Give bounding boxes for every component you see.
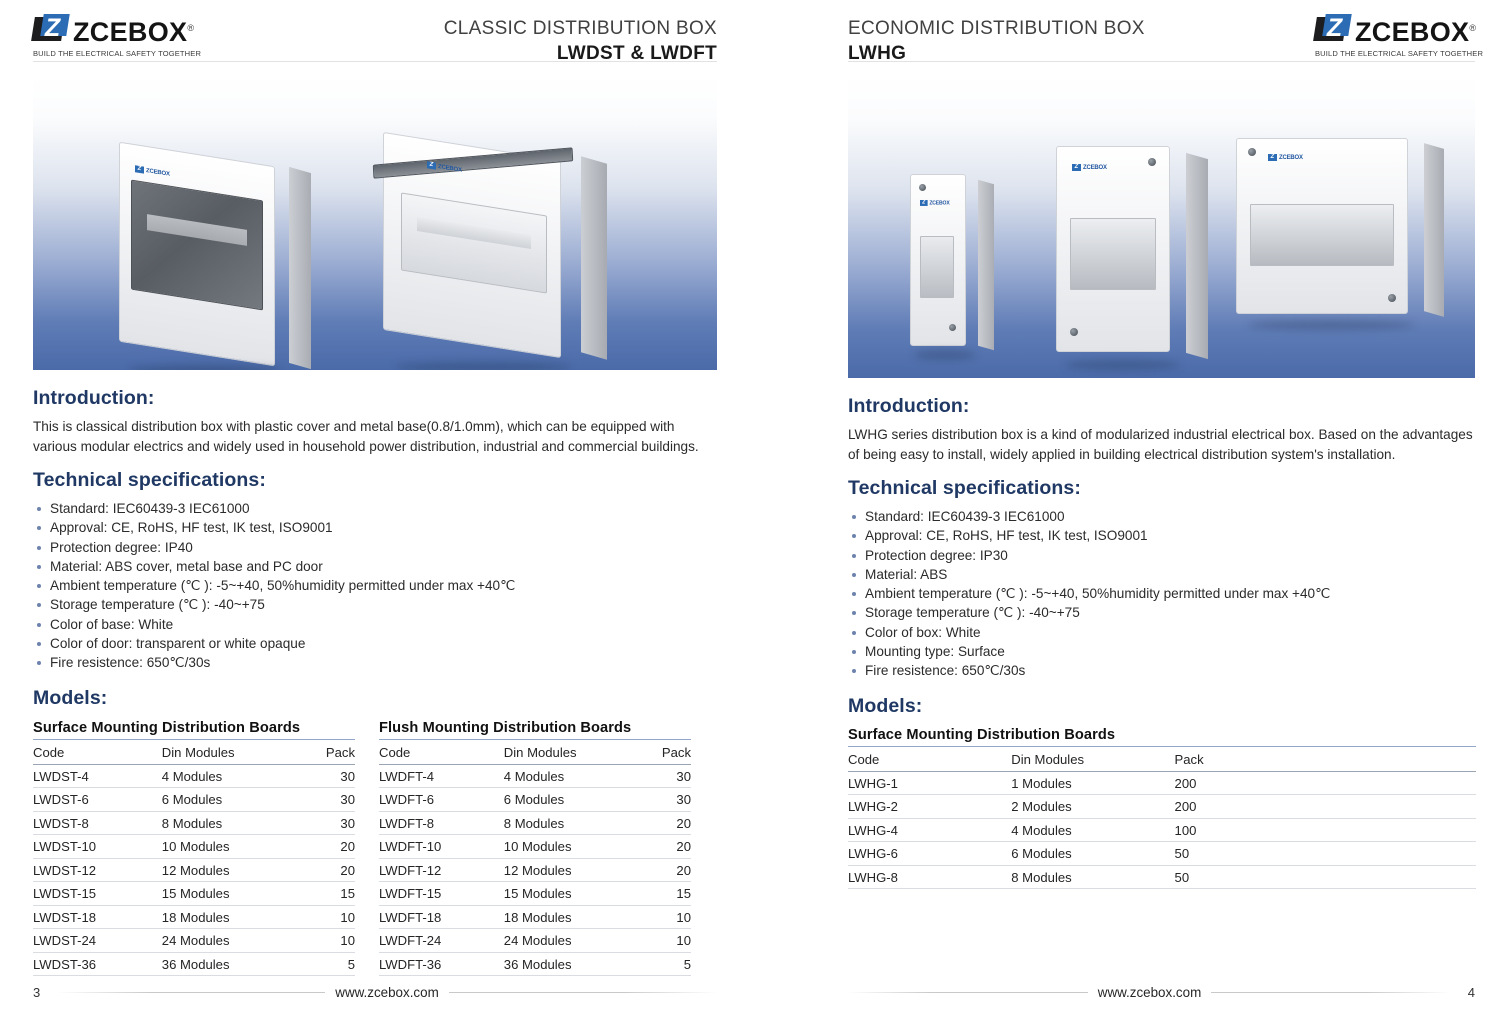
- table-cell: LWDST-15: [33, 882, 162, 906]
- table-cell: 20: [616, 835, 691, 859]
- specification-item: Approval: CE, RoHS, HF test, IK test, ISO9001: [33, 518, 717, 537]
- table-cell: LWDFT-36: [379, 952, 504, 976]
- table-cell: LWDFT-18: [379, 905, 504, 929]
- footer-rule: [449, 992, 717, 993]
- table-cell: LWDST-4: [33, 764, 162, 788]
- table-cell: 8 Modules: [504, 811, 616, 835]
- table-cell: 30: [278, 811, 355, 835]
- column-header: Pack: [278, 740, 355, 765]
- specification-item: Protection degree: IP30: [848, 546, 1475, 565]
- table-row: [33, 788, 355, 812]
- product-mini-logo-icon: Z ZCEBOX: [135, 165, 170, 178]
- table-row: [379, 858, 691, 882]
- table-cell: 10 Modules: [504, 835, 616, 859]
- specification-item: Approval: CE, RoHS, HF test, IK test, ISO9001: [848, 526, 1475, 545]
- specification-item: Ambient temperature (℃ ): -5~+40, 50%humidity permitted under max +40℃: [33, 576, 717, 595]
- table-cell: LWDFT-6: [379, 788, 504, 812]
- footer-rule: [1211, 992, 1451, 993]
- table-cell: 200: [1175, 795, 1476, 819]
- specification-item: Color of box: White: [848, 623, 1475, 642]
- registered-mark: ®: [1469, 23, 1477, 33]
- specifications-heading: Technical specifications:: [33, 469, 266, 491]
- table-cell: 10: [278, 929, 355, 953]
- table-cell: LWHG-4: [848, 818, 1011, 842]
- table-cell: LWDST-18: [33, 905, 162, 929]
- table-cell: 6 Modules: [162, 788, 278, 812]
- table-surface-mounting: [33, 740, 355, 977]
- page-header-right: [848, 0, 1484, 64]
- table-row: [848, 865, 1476, 889]
- product-photo-right: [848, 76, 1475, 378]
- page-footer-right: [848, 985, 1475, 1000]
- product-box-8-module: [1236, 138, 1426, 324]
- logo-letter: Z: [1326, 14, 1342, 42]
- models-table-surface: [33, 720, 355, 977]
- table-cell: LWHG-8: [848, 865, 1011, 889]
- page-footer-left: [33, 985, 717, 1000]
- table-row: [848, 795, 1476, 819]
- table-row: [379, 905, 691, 929]
- table-cell: 5: [616, 952, 691, 976]
- column-header: Pack: [616, 740, 691, 765]
- models-tables-left: [33, 720, 717, 977]
- table-cell: 20: [278, 858, 355, 882]
- table-title: Surface Mounting Distribution Boards: [33, 720, 355, 740]
- page-title: ECONOMIC DISTRIBUTION BOX: [848, 18, 1145, 39]
- table-cell: 1 Modules: [1011, 771, 1174, 795]
- table-cell: 4 Modules: [504, 764, 616, 788]
- table-row: [379, 952, 691, 976]
- table-cell: 6 Modules: [1011, 842, 1174, 866]
- table-header-row: [33, 740, 355, 765]
- table-cell: 15 Modules: [504, 882, 616, 906]
- column-header: Pack: [1175, 747, 1476, 772]
- table-cell: 12 Modules: [504, 858, 616, 882]
- page-header-left: [33, 0, 717, 62]
- table-cell: 20: [616, 858, 691, 882]
- introduction-text: LWHG series distribution box is a kind of modularized industrial electrical box. Based on the advantages of being easy to install, widely applied in building electrical distribution system's installation.: [848, 427, 1473, 462]
- product-photo-left: [33, 76, 717, 370]
- table-cell: 30: [278, 788, 355, 812]
- table-surface-mounting: [848, 747, 1476, 890]
- table-cell: 12 Modules: [162, 858, 278, 882]
- table-row: [33, 858, 355, 882]
- table-cell: 5: [278, 952, 355, 976]
- table-cell: 8 Modules: [162, 811, 278, 835]
- specification-item: Standard: IEC60439-3 IEC61000: [848, 507, 1475, 526]
- website-link[interactable]: www.zcebox.com: [1097, 985, 1202, 1000]
- table-cell: LWDST-6: [33, 788, 162, 812]
- table-row: [848, 842, 1476, 866]
- table-header-row: [379, 740, 691, 765]
- table-cell: LWDFT-15: [379, 882, 504, 906]
- product-mini-logo-icon: Z ZCEBOX: [427, 161, 462, 174]
- page-number: 4: [1467, 985, 1475, 1000]
- table-row: [33, 882, 355, 906]
- website-link[interactable]: www.zcebox.com: [335, 985, 439, 1000]
- table-row: [33, 929, 355, 953]
- table-cell: LWDST-24: [33, 929, 162, 953]
- table-cell: 18 Modules: [504, 905, 616, 929]
- table-cell: LWHG-2: [848, 795, 1011, 819]
- brand-logo: [1315, 14, 1484, 58]
- table-row: [33, 835, 355, 859]
- product-mini-logo-icon: Z ZCEBOX: [920, 200, 950, 206]
- table-row: [379, 764, 691, 788]
- specification-item: Color of door: transparent or white opaque: [33, 634, 717, 653]
- specification-item: Standard: IEC60439-3 IEC61000: [33, 499, 717, 518]
- table-cell: 30: [616, 788, 691, 812]
- table-row: [379, 788, 691, 812]
- table-cell: LWDST-10: [33, 835, 162, 859]
- table-row: [379, 835, 691, 859]
- table-cell: 20: [616, 811, 691, 835]
- brand-tagline: BUILD THE ELECTRICAL SAFETY TOGETHER: [1315, 49, 1484, 58]
- specification-item: Protection degree: IP40: [33, 538, 717, 557]
- specification-item: Fire resistence: 650℃/30s: [848, 661, 1475, 680]
- brand-name-text: ZCEBOX: [1355, 17, 1470, 47]
- table-cell: 8 Modules: [1011, 865, 1174, 889]
- logo-letter: Z: [44, 14, 60, 42]
- specification-item: Storage temperature (℃ ): -40~+75: [848, 603, 1475, 622]
- product-box-flush: [383, 146, 583, 366]
- specification-item: Mounting type: Surface: [848, 642, 1475, 661]
- table-cell: 15: [616, 882, 691, 906]
- footer-rule: [848, 992, 1088, 993]
- table-row: [33, 811, 355, 835]
- table-row: [33, 905, 355, 929]
- page-subtitle: LWDST & LWDFT: [556, 43, 717, 64]
- table-cell: LWDFT-10: [379, 835, 504, 859]
- table-cell: 36 Modules: [162, 952, 278, 976]
- introduction-text: This is classical distribution box with plastic cover and metal base(0.8/1.0mm), which can be equipped with various modular electrics and widely used in household power distribution, industrial and commercial buildings.: [33, 419, 699, 454]
- table-cell: 10 Modules: [162, 835, 278, 859]
- specification-item: Color of base: White: [33, 615, 717, 634]
- specification-item: Storage temperature (℃ ): -40~+75: [33, 595, 717, 614]
- table-cell: LWHG-6: [848, 842, 1011, 866]
- product-box-4-module: [1056, 146, 1188, 364]
- specification-item: Material: ABS: [848, 565, 1475, 584]
- models-table-surface: [848, 727, 1476, 890]
- table-cell: 100: [1175, 818, 1476, 842]
- column-header: Din Modules: [504, 740, 616, 765]
- table-cell: 10: [278, 905, 355, 929]
- table-cell: 30: [278, 764, 355, 788]
- models-heading: Models:: [848, 694, 923, 717]
- zcebox-logo-icon: [1315, 14, 1351, 42]
- table-row: [379, 811, 691, 835]
- specification-item: Material: ABS cover, metal base and PC door: [33, 557, 717, 576]
- table-cell: 30: [616, 764, 691, 788]
- specification-item: Fire resistence: 650℃/30s: [33, 653, 717, 672]
- models-heading: Models:: [33, 686, 108, 709]
- introduction-heading: Introduction:: [848, 395, 970, 417]
- column-header: Din Modules: [162, 740, 278, 765]
- page-title-block-right: [848, 14, 1145, 66]
- table-cell: 4 Modules: [1011, 818, 1174, 842]
- table-cell: 4 Modules: [162, 764, 278, 788]
- table-cell: 24 Modules: [162, 929, 278, 953]
- brand-tagline: BUILD THE ELECTRICAL SAFETY TOGETHER: [33, 49, 202, 58]
- page-number: 3: [33, 985, 41, 1000]
- table-cell: 10: [616, 905, 691, 929]
- table-cell: 50: [1175, 865, 1476, 889]
- product-mini-logo-icon: Z ZCEBOX: [1072, 164, 1107, 171]
- table-cell: 10: [616, 929, 691, 953]
- table-title: Surface Mounting Distribution Boards: [848, 727, 1476, 747]
- table-row: [379, 929, 691, 953]
- product-box-surface: [119, 154, 291, 369]
- models-table-flush: [379, 720, 691, 977]
- brand-logo: [33, 14, 202, 58]
- specifications-list: [33, 499, 717, 673]
- zcebox-logo-icon: [33, 14, 69, 42]
- page-title-block-left: [444, 14, 717, 66]
- table-cell: LWDST-8: [33, 811, 162, 835]
- table-cell: 20: [278, 835, 355, 859]
- table-row: [379, 882, 691, 906]
- page-title: CLASSIC DISTRIBUTION BOX: [443, 18, 717, 39]
- page-right: [755, 0, 1510, 1024]
- product-mini-logo-icon: Z ZCEBOX: [1268, 154, 1303, 161]
- table-cell: 2 Modules: [1011, 795, 1174, 819]
- table-cell: 200: [1175, 771, 1476, 795]
- specification-item: Ambient temperature (℃ ): -5~+40, 50%humidity permitted under max +40℃: [848, 584, 1475, 603]
- table-row: [848, 818, 1476, 842]
- column-header: Code: [379, 740, 504, 765]
- table-row: [33, 764, 355, 788]
- table-row: [848, 771, 1476, 795]
- table-cell: 50: [1175, 842, 1476, 866]
- product-box-1-module: [910, 174, 980, 354]
- table-cell: 15 Modules: [162, 882, 278, 906]
- page-subtitle: LWHG: [848, 43, 907, 64]
- specifications-list: [848, 507, 1475, 681]
- table-cell: LWDFT-24: [379, 929, 504, 953]
- table-cell: 15: [278, 882, 355, 906]
- column-header: Code: [848, 747, 1011, 772]
- introduction-heading: Introduction:: [33, 387, 155, 409]
- table-cell: 18 Modules: [162, 905, 278, 929]
- table-row: [33, 952, 355, 976]
- table-cell: LWDST-12: [33, 858, 162, 882]
- table-cell: 36 Modules: [504, 952, 616, 976]
- brand-name: [73, 14, 194, 46]
- column-header: Din Modules: [1011, 747, 1174, 772]
- brand-name: [1355, 14, 1476, 46]
- column-header: Code: [33, 740, 162, 765]
- footer-rule: [57, 992, 325, 993]
- table-cell: LWDFT-12: [379, 858, 504, 882]
- table-cell: LWDST-36: [33, 952, 162, 976]
- table-cell: LWHG-1: [848, 771, 1011, 795]
- brand-name-text: ZCEBOX: [73, 17, 188, 47]
- table-cell: 6 Modules: [504, 788, 616, 812]
- table-cell: LWDFT-4: [379, 764, 504, 788]
- table-cell: 24 Modules: [504, 929, 616, 953]
- table-header-row: [848, 747, 1476, 772]
- table-title: Flush Mounting Distribution Boards: [379, 720, 691, 740]
- table-cell: LWDFT-8: [379, 811, 504, 835]
- registered-mark: ®: [187, 23, 195, 33]
- specifications-heading: Technical specifications:: [848, 477, 1081, 499]
- table-flush-mounting: [379, 740, 691, 977]
